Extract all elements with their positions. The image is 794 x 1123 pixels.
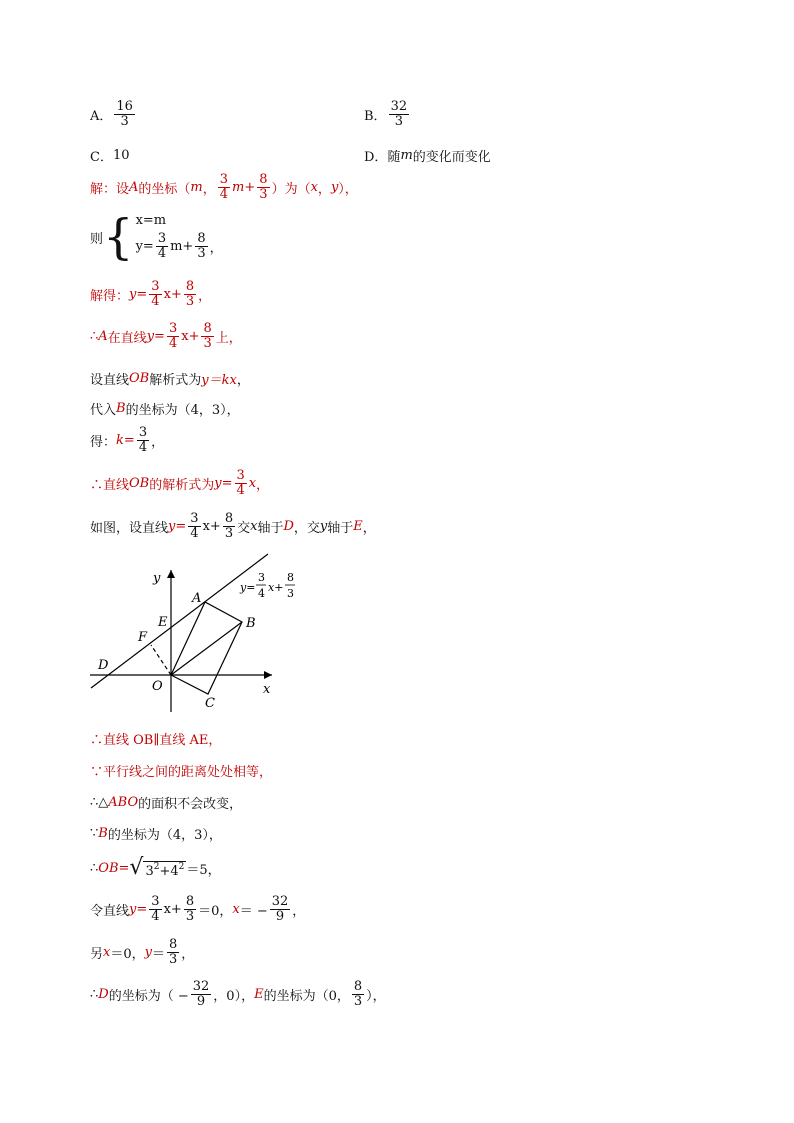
system-row-1: x=m bbox=[135, 213, 167, 228]
brace-symbol: { bbox=[103, 209, 134, 266]
solution-line-5: 设直线 OB 解析式为 y＝kx ， bbox=[90, 371, 250, 388]
sqrt-expression: √ $3^2+4^2$ bbox=[129, 855, 185, 880]
solution-line-9: 如图，设直线 y = $\frac{3}{4}$ x + $\frac{8}{3}$ 交 x 轴于 D ，交 y 轴于 E ， bbox=[90, 511, 376, 542]
solution-line-13: ∵ B 的坐标为（4，3）， bbox=[90, 826, 222, 843]
label-A: A bbox=[192, 591, 202, 606]
label-C: C bbox=[205, 696, 215, 711]
system-row-2: y= $\frac{3}{4}$ m + $\frac{8}{3}$ ， bbox=[135, 231, 223, 262]
line-DE bbox=[91, 554, 268, 688]
solution-line-12: ∴△ ABO 的面积不会改变， bbox=[90, 795, 243, 812]
option-d: D． 随 m 的变化而变化 bbox=[364, 148, 491, 165]
eq-d2: 3 bbox=[287, 587, 294, 600]
segment-OB bbox=[171, 622, 242, 675]
solution-line-3: 解得： y = $\frac{3}{4}$ x + $\frac{8}{3}$ ， bbox=[90, 279, 212, 310]
eq-n1: 3 bbox=[258, 571, 265, 584]
option-c: C． 10 bbox=[90, 148, 130, 165]
solution-line-14: ∴ OB = √ $3^2+4^2$ ＝5， bbox=[90, 855, 221, 880]
solution-line-1: 解：设 A 的坐标（ m ， $\frac{3}{4}$ m + $\frac{8}{3}$ ）为（ x ， y ）， bbox=[90, 172, 358, 203]
solution-line-10: ∴直线 OB∥直线 AE， bbox=[90, 733, 222, 748]
label-D: D bbox=[98, 658, 109, 673]
label-O: O bbox=[152, 679, 163, 694]
option-a: A． $\frac{16}{3}$ bbox=[90, 99, 133, 130]
solution-line-6: 代入 B 的坐标为（4，3）， bbox=[90, 401, 240, 418]
eq-n2: 8 bbox=[287, 571, 294, 584]
x-axis-arrow bbox=[264, 671, 272, 679]
label-E: E bbox=[158, 615, 168, 630]
solution-line-7: 得： k = $\frac{3}{4}$ ， bbox=[90, 425, 165, 456]
solution-line-15: 令直线 y = $\frac{3}{4}$ x + $\frac{8}{3}$ ＝0， x ＝ − $\frac{32}{9}$ ， bbox=[90, 894, 306, 925]
solution-line-11: ∵平行线之间的距离处处相等， bbox=[90, 765, 273, 780]
label-B: B bbox=[246, 616, 256, 631]
label-x: x bbox=[263, 682, 271, 697]
eq-d1: 4 bbox=[258, 587, 265, 600]
option-b-fraction: $\frac{32}{3}$ bbox=[390, 99, 408, 130]
eq-y: y= bbox=[240, 581, 256, 594]
solution-line-4: ∴ A 在直线 y = $\frac{3}{4}$ x + $\frac{8}{3}$ 上， bbox=[90, 321, 242, 352]
eq-x: x+ bbox=[268, 581, 284, 594]
segment-OF-dashed bbox=[151, 645, 171, 675]
option-a-fraction: $\frac{16}{3}$ bbox=[116, 99, 133, 130]
label-y: y bbox=[153, 571, 161, 586]
solution-line-17: ∴ D 的坐标为（ − $\frac{32}{9}$ ，0）， E 的坐标为（0， $\frac{8}{3}$ ）， bbox=[90, 979, 386, 1010]
solution-line-8: ∴直线 OB 的解析式为 y = $\frac{3}{4}$ x ， bbox=[90, 468, 270, 499]
geometry-figure bbox=[80, 548, 310, 718]
y-axis-arrow bbox=[167, 570, 175, 578]
solution-line-2-system: 则 { x=m y= $\frac{3}{4}$ m + $\frac{8}{3}$ ， bbox=[90, 209, 223, 266]
solution-line-16: 另 x ＝0， y ＝ $\frac{8}{3}$ ， bbox=[90, 937, 195, 968]
label-F: F bbox=[138, 630, 148, 645]
option-b: B． $\frac{32}{3}$ bbox=[364, 99, 408, 130]
